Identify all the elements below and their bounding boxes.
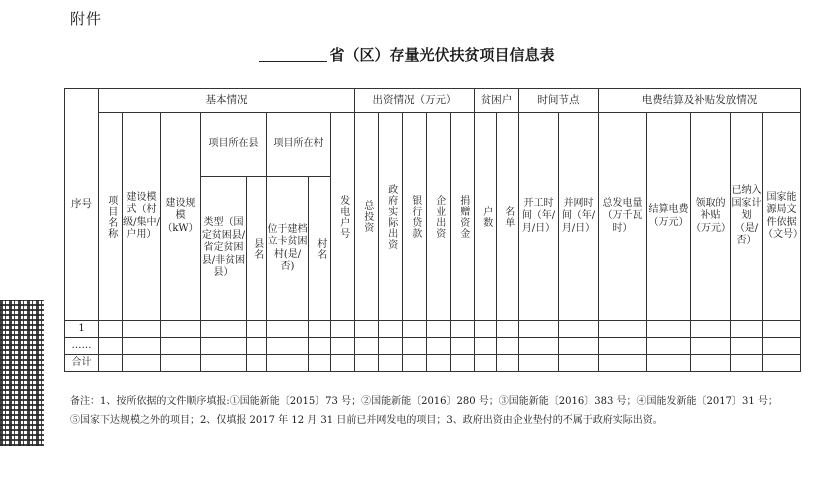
col-total-investment: 总投资 bbox=[361, 200, 373, 233]
group-time-header: 时间节点 bbox=[519, 89, 599, 113]
col-subsidy: 领取的补贴（万元） bbox=[691, 113, 731, 321]
table-row bbox=[65, 321, 801, 338]
col-settled-fee: 结算电费（万元） bbox=[647, 113, 691, 321]
col-start-date: 开工时间（年/月/日） bbox=[519, 113, 559, 321]
col-name-list: 名单 bbox=[502, 205, 514, 228]
group-poor-header: 贫困户 bbox=[475, 89, 519, 113]
row-seq-cell: 1 bbox=[65, 321, 99, 338]
col-village-name: 村名 bbox=[314, 237, 326, 260]
group-basic-header: 基本情况 bbox=[99, 89, 355, 113]
form-title bbox=[0, 44, 814, 65]
form-title-text: 省（区）存量光伏扶贫项目信息表 bbox=[329, 46, 555, 64]
col-total-generation: 总发电量（万千瓦时） bbox=[599, 113, 647, 321]
col-build-scale: 建设规模（kW） bbox=[161, 113, 201, 321]
attachment-label: 附件 bbox=[70, 10, 103, 28]
col-grid-date: 并网时间（年/月/日） bbox=[559, 113, 599, 321]
remarks-line-2: ⑤国家下达规模之外的项目；2、仅填报 2017 年 12 月 31 日前已并网发电的项目；3、政府出资由企业垫付的不属于政府实际出资。 bbox=[70, 415, 663, 426]
col-enterprise-investment: 企业出资 bbox=[433, 194, 445, 239]
barcode-image bbox=[0, 300, 44, 446]
col-county-name: 县名 bbox=[251, 237, 263, 260]
table-row bbox=[65, 338, 801, 355]
remarks-line-1: 备注：1、按所依据的文件顺序填报:①国能新能〔2015〕73 号；②国能新能〔2016〕280 号；③国能新能〔2016〕383 号；④国能发新能〔2017〕31 号； bbox=[70, 396, 778, 407]
col-donation: 捐赠资金 bbox=[457, 194, 469, 239]
col-in-national-plan: 已纳入国家计划（是/否） bbox=[731, 113, 763, 321]
col-county-type: 类型（国定贫困县/省定贫困县/非贫困县） bbox=[201, 177, 247, 321]
col-seq-header: 序号 bbox=[65, 89, 99, 321]
col-build-mode: 建设模式（村级/集中/户用） bbox=[123, 113, 161, 321]
col-gen-account: 发电户号 bbox=[337, 194, 349, 239]
subgroup-county: 项目所在县 bbox=[201, 113, 267, 177]
col-gov-investment: 政府实际出资 bbox=[385, 183, 397, 250]
table-row-total bbox=[65, 355, 801, 372]
group-settle-header: 电费结算及补贴发放情况 bbox=[599, 89, 801, 113]
remarks bbox=[70, 392, 790, 430]
col-households: 户数 bbox=[480, 205, 492, 228]
col-nea-document: 国家能源局文件依据（文号） bbox=[763, 113, 801, 321]
col-bank-loan: 银行贷款 bbox=[409, 194, 421, 239]
total-label: 合计 bbox=[65, 355, 99, 372]
col-poor-village-flag: 位于建档立卡贫困村(是/否) bbox=[267, 177, 309, 321]
group-invest-header: 出资情况（万元） bbox=[355, 89, 475, 113]
info-table bbox=[64, 88, 801, 372]
province-blank bbox=[259, 45, 327, 62]
row-seq-cell: …… bbox=[65, 338, 99, 355]
subgroup-village: 项目所在村 bbox=[267, 113, 331, 177]
col-project-name: 项目名称 bbox=[105, 194, 117, 239]
